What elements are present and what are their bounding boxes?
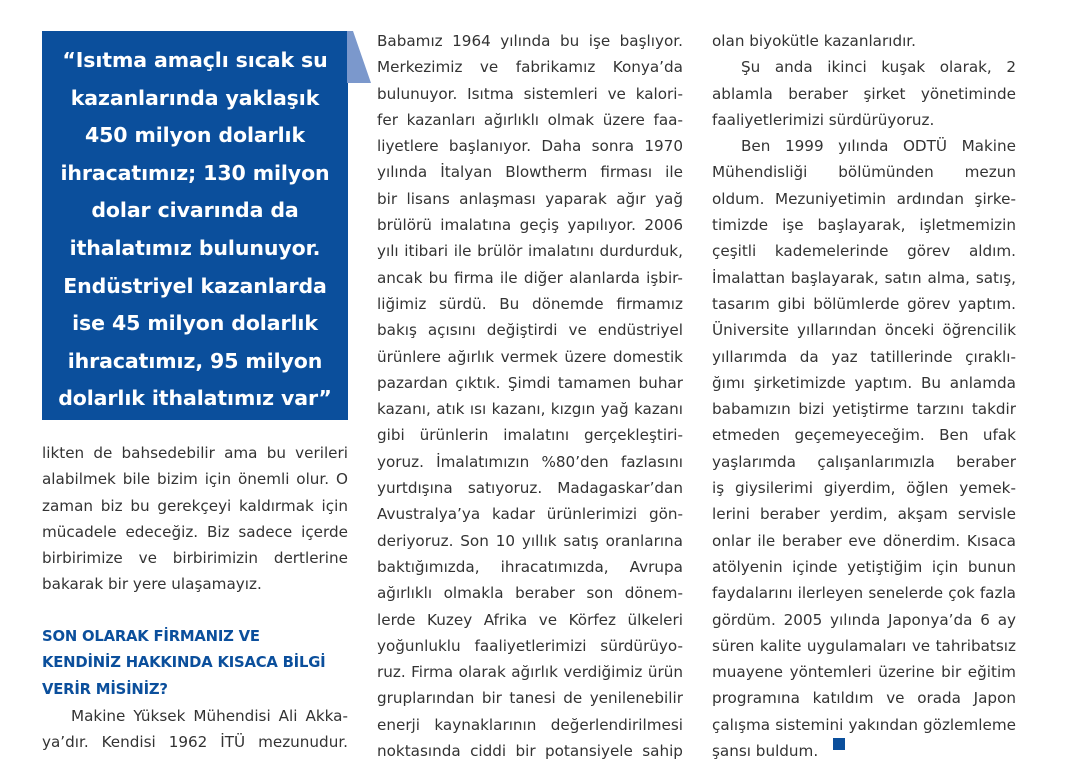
text-line: Merkezimiz ve fabrikamız Konya’da — [377, 58, 683, 77]
pull-quote-line: “Isıtma amaçlı sıcak su — [62, 48, 328, 72]
pull-quote-line: dolar civarında da — [91, 198, 299, 223]
pull-quote-line: ithalatımız bulunuyor. — [69, 235, 321, 260]
paragraph — [377, 28, 683, 764]
text-line: muayene yöntemleri üzerine bir eğitim — [712, 663, 1016, 682]
section-heading-line: VERİR MİSİNİZ? — [42, 680, 168, 698]
section-heading-line: KENDİNİZ HAKKINDA KISACA BİLGİ — [42, 654, 326, 672]
paragraph — [712, 28, 1016, 54]
text-line: programına katıldım ve orada Japon — [712, 689, 1016, 708]
text-line: noktasında ciddi bir potansiyele sahip — [377, 742, 683, 761]
text-line: onlar ile beraber eve dönerdim. Kısaca — [712, 531, 1016, 550]
text-line: ağırlıklı olmakla beraber son dönem- — [377, 584, 683, 603]
text-line: gibi ürünlerin imalatını gerçekleştiri- — [377, 426, 683, 445]
text-line: enerji kaynaklarının değerlendirilmesi — [377, 715, 683, 734]
text-line: zaman biz bu gerekçeyi kaldırmak için — [42, 496, 348, 515]
pull-quote-line: Endüstriyel kazanlarda — [63, 273, 327, 298]
text-line: bakarak bir yere ulaşamayız. — [42, 575, 262, 594]
text-line: deriyoruz. Son 10 yıllık satış oranlarına — [377, 531, 683, 550]
column-3 — [712, 28, 1016, 764]
text-line: ruz. Firma olarak ağırlık verdiğimiz ürün — [377, 663, 683, 682]
text-line: iş giysilerimi giyerdim, öğlen yemek- — [712, 479, 1016, 498]
text-line: Ben 1999 yılında ODTÜ Makine — [741, 137, 1016, 156]
text-line: timizde işe başlayarak, işletmemizin — [712, 216, 1016, 235]
text-line: yaşlarımda çalışanlarımızla beraber — [712, 452, 1016, 471]
text-line: bir lisans anlaşması yaparak ağır yağ — [377, 189, 683, 208]
text-line: pazardan çıktık. Şimdi tamamen buhar — [377, 373, 683, 392]
pull-quote-line: ihracatımız; 130 milyon — [60, 160, 330, 185]
pull-quote-line: kazanlarında yaklaşık — [70, 85, 320, 110]
text-line: yılında İtalyan Blowtherm firması ile — [377, 163, 683, 182]
text-line: birbirimize ve birbirimizin dertlerine — [42, 549, 348, 568]
text-line: yurtdışına satıyoruz. Madagaskar’dan — [377, 479, 683, 498]
text-line: İmalattan başlayarak, satın alma, satış, — [712, 268, 1016, 287]
text-line: yoğunluklu faaliyetlerimizi sürdürüyo- — [377, 636, 683, 655]
text-line: süren kalite uygulamaları ve tahribatsız — [712, 636, 1016, 655]
pull-quote-line: 450 milyon dolarlık — [84, 123, 306, 148]
text-line: bulunuyor. Isıtma sistemleri ve kalori- — [377, 84, 683, 103]
text-line: oldum. Mezuniyetimin ardından şirke- — [712, 189, 1016, 208]
section-heading-line: SON OLARAK FİRMANIZ VE — [42, 628, 260, 646]
end-mark-icon — [833, 738, 845, 750]
text-line: yoruz. İmalatımızın %80’den fazlasını — [377, 452, 683, 471]
paragraph — [42, 440, 348, 598]
text-line: lerini beraber yerdim, akşam servisle — [712, 505, 1016, 524]
text-line: çalışma sistemini yakından gözlemleme — [712, 715, 1016, 734]
text-line: gruplarından bir tanesi de yenilenebilir — [377, 689, 683, 708]
text-line: baktığımızda, ihracatımızda, Avrupa — [377, 557, 683, 576]
text-line: gördüm. 2005 yılında Japonya’da 6 ay — [712, 610, 1016, 629]
text-line: likten de bahsedebilir ama bu verileri — [42, 444, 348, 462]
pull-quote-line: dolarlık ithalatımız var” — [58, 386, 332, 411]
pull-quote-box — [42, 31, 348, 420]
text-line: etmeden geçemeyeceğim. Ben ufak — [712, 426, 1016, 445]
text-line: ğımı şirketimizde yaptım. Bu anlamda — [712, 373, 1016, 392]
text-line: olan biyokütle kazanlarıdır. — [712, 32, 916, 50]
text-line: yıllarımda da yaz tatillerinde çıraklı- — [712, 347, 1016, 366]
text-line: atölyenin içinde yetiştiğim için bunun — [712, 557, 1016, 576]
text-line: babamızın bizi yetiştirme tarzını takdir — [712, 400, 1016, 419]
pull-quote-line: ise 45 milyon dolarlık — [72, 311, 318, 336]
text-line: Şu anda ikinci kuşak olarak, 2 — [741, 58, 1016, 77]
text-line: faydalarını ilerleyen senelerde çok fazla — [712, 584, 1016, 603]
column-1 — [42, 440, 348, 756]
text-line: Babamız 1964 yılında bu işe başlıyor. — [377, 32, 683, 50]
text-line: tasarım gibi bölümlerde görev yaptım. — [712, 294, 1016, 313]
text-line: lerde Kuzey Afrika ve Körfez ülkeleri — [377, 610, 683, 629]
paragraph — [712, 54, 1016, 133]
text-line: Makine Yüksek Mühendisi Ali Akka- — [71, 706, 348, 725]
text-line: kazanı, atık ısı kazanı, kızgın yağ kazanı — [377, 400, 683, 419]
text-line: ürünlere ağırlık vermek üzere domestik — [377, 347, 683, 366]
text-line: mücadele edeceğiz. Biz sadece içerde — [42, 522, 348, 541]
paragraph — [712, 133, 1016, 764]
column-2 — [377, 28, 683, 764]
text-line: Üniversite yıllarından önceki öğrencilik — [712, 321, 1016, 340]
text-line: Avustralya’ya kadar ürünlerimizi gön- — [377, 505, 683, 524]
text-line: çeşitli kademelerinde görev aldım. — [712, 242, 1016, 261]
paragraph — [42, 703, 348, 756]
text-line: fer kazanları ağırlıklı olmak üzere faa- — [377, 110, 683, 129]
text-line: bakış açısını değiştirdi ve endüstriyel — [377, 321, 683, 340]
quote-flap-decoration — [347, 31, 373, 85]
section-heading — [42, 624, 348, 703]
text-line: liyetlere başlanıyor. Daha sonra 1970 — [377, 137, 683, 156]
text-line: ancak bu firma ile diğer alanlarda işbir- — [377, 268, 683, 287]
text-line: brülörü imalatına geçiş yapılıyor. 2006 — [377, 216, 683, 235]
text-line: liğimiz sürdü. Bu dönemde firmamız — [377, 294, 683, 313]
text-line: ablamla beraber şirket yönetiminde — [712, 84, 1016, 103]
text-line: yılı itibari ile brülör imalatını durdurduk, — [377, 242, 683, 261]
text-line: şansı buldum. — [712, 738, 1016, 764]
text-line: faaliyetlerimizi sürdürüyoruz. — [712, 110, 935, 129]
text-line: ya’dır. Kendisi 1962 İTÜ mezunudur. — [42, 733, 348, 752]
text-line: alabilmek bile bizim için önemli olur. O — [42, 470, 348, 489]
text-line: Mühendisliği bölümünden mezun — [712, 163, 1016, 182]
pull-quote-line: ihracatımız, 95 milyon — [67, 348, 323, 373]
